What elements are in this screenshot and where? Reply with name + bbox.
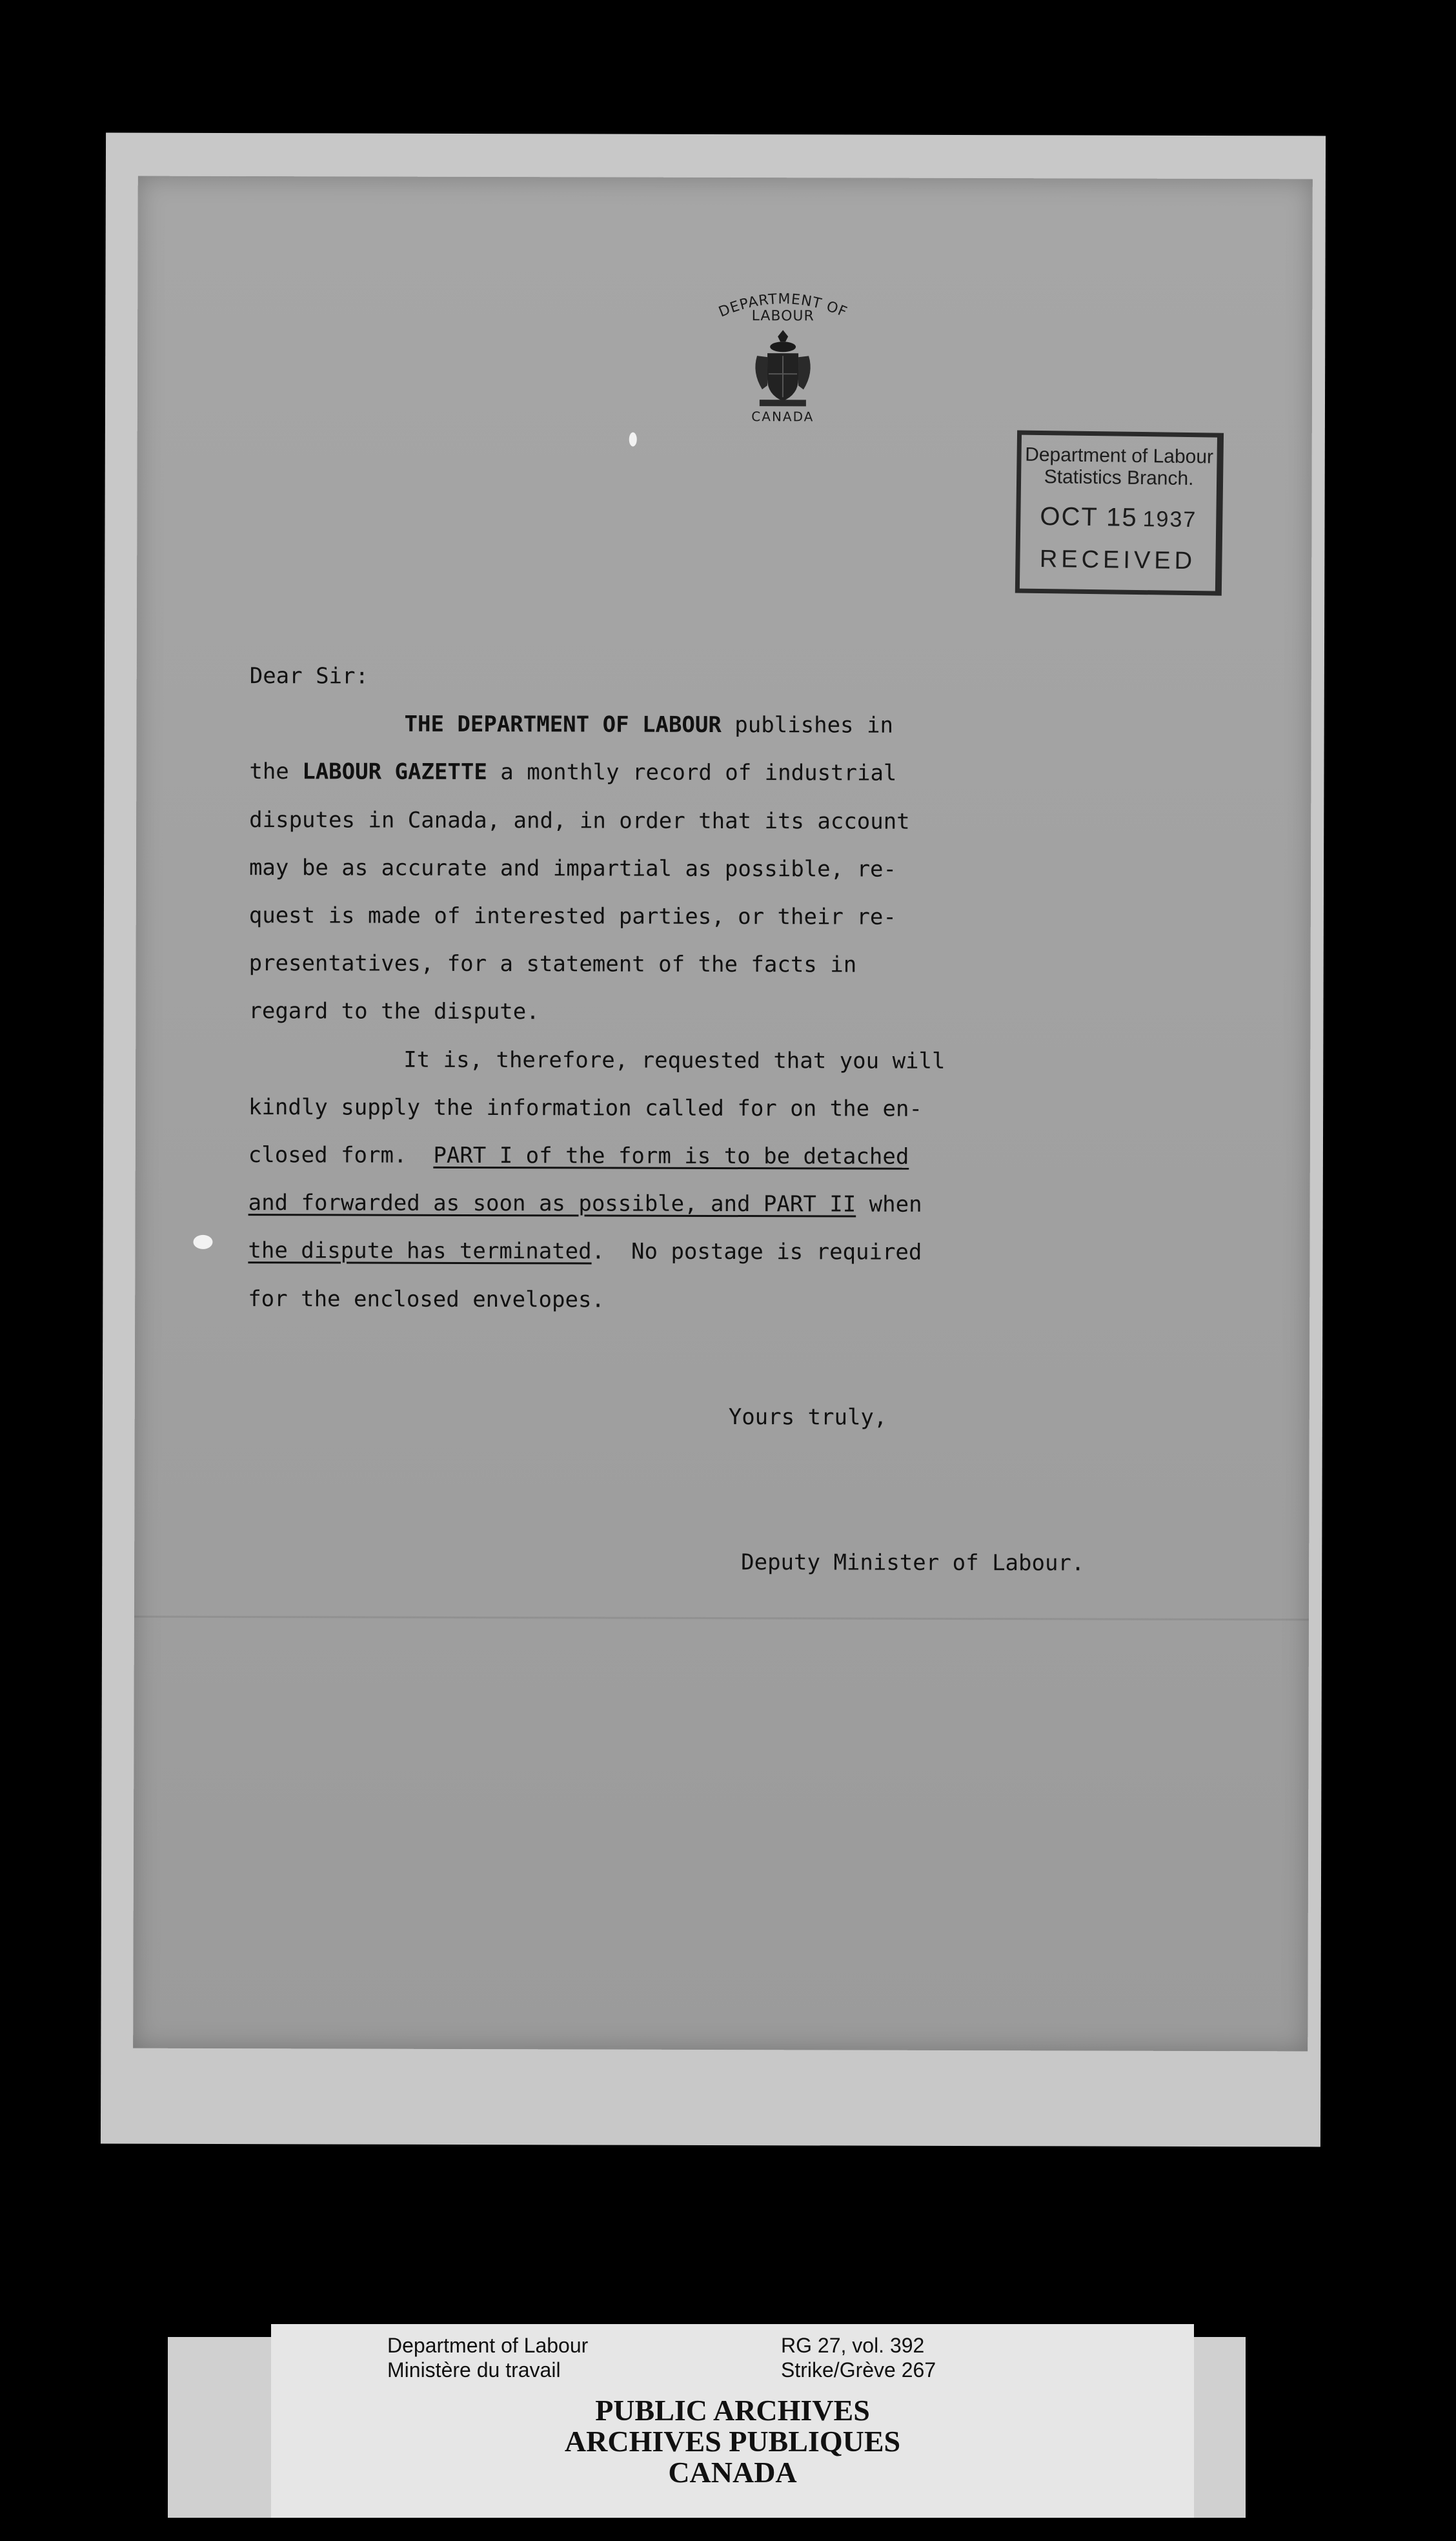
archive-ref: RG 27, vol. 392 bbox=[781, 2334, 925, 2357]
archive-dept-en: Department of Labour bbox=[387, 2334, 589, 2357]
dispute-terminated-text: the dispute has terminated bbox=[248, 1238, 592, 1265]
department-lead: THE DEPARTMENT OF LABOUR bbox=[404, 711, 722, 739]
archive-title-en: PUBLIC ARCHIVES bbox=[595, 2394, 870, 2427]
coat-of-arms-icon bbox=[751, 327, 815, 411]
paragraph-1-line-2 bbox=[249, 748, 1011, 797]
dust-speck bbox=[193, 1235, 212, 1249]
letterhead-country: CANADA bbox=[751, 409, 814, 425]
paragraph-1-line-1 bbox=[249, 700, 1011, 750]
letter-page bbox=[133, 176, 1313, 2052]
paragraph-1-line-3: disputes in Canada, and, in order that its account bbox=[249, 806, 910, 835]
stamp-status: RECEIVED bbox=[1039, 545, 1197, 575]
paragraph-1-line-2-start: the bbox=[249, 759, 303, 785]
paragraph-2-line-4-rest: when bbox=[856, 1191, 922, 1218]
signature-title: Deputy Minister of Labour. bbox=[741, 1549, 1085, 1577]
paragraph-2-line-4 bbox=[248, 1179, 1010, 1229]
paragraph-1-line-4: may be as accurate and impartial as possible, re- bbox=[248, 854, 897, 883]
paragraph-2-line-3-start: closed form. bbox=[248, 1142, 434, 1168]
archive-row-2 bbox=[387, 2358, 1071, 2382]
paragraph-2-line-5-rest: . No postage is required bbox=[591, 1238, 922, 1266]
paragraph-1-line-5: quest is made of interested parties, or their re- bbox=[248, 903, 896, 930]
archive-country: CANADA bbox=[668, 2456, 797, 2489]
archive-strike: Strike/Grève 267 bbox=[781, 2358, 936, 2382]
stamp-date bbox=[1020, 502, 1217, 534]
archive-reference-table bbox=[387, 2333, 1071, 2382]
part-ii-instruction: and forwarded as soon as possible, and PART II bbox=[248, 1190, 856, 1218]
paragraph-2-line-3 bbox=[248, 1131, 1010, 1181]
stamp-department: Department of Labour bbox=[1024, 444, 1214, 468]
stamp-branch: Statistics Branch. bbox=[1044, 466, 1194, 490]
label-tab-left bbox=[168, 2337, 271, 2518]
part-i-instruction: PART I of the form is to be detached bbox=[433, 1142, 909, 1170]
department-name: LABOUR bbox=[751, 308, 814, 325]
dust-speck bbox=[629, 433, 637, 447]
gazette-name: LABOUR GAZETTE bbox=[302, 759, 487, 786]
archive-label bbox=[271, 2324, 1194, 2518]
paragraph-1-line-1-rest: publishes in bbox=[721, 712, 894, 739]
paragraph-1-line-2-rest: a monthly record of industrial bbox=[487, 759, 897, 787]
closing: Yours truly, bbox=[728, 1404, 887, 1431]
archive-dept-fr: Ministère du travail bbox=[387, 2358, 561, 2382]
archive-title bbox=[271, 2395, 1194, 2488]
paragraph-2-line-1: It is, therefore, requested that you will bbox=[403, 1046, 945, 1074]
paragraph-2-line-2: kindly supply the information called for on the en- bbox=[248, 1094, 923, 1122]
paragraph-2-line-5 bbox=[248, 1227, 1009, 1277]
archive-title-fr: ARCHIVES PUBLIQUES bbox=[564, 2425, 901, 2458]
salutation: Dear Sir: bbox=[249, 663, 369, 689]
paragraph-1-line-7: regard to the dispute. bbox=[248, 998, 540, 1025]
letter-body bbox=[248, 652, 1011, 1325]
archive-row-1 bbox=[387, 2333, 1071, 2358]
fold-line bbox=[134, 1616, 1309, 1621]
paragraph-2-line-6: for the enclosed envelopes. bbox=[248, 1285, 605, 1313]
stamp-year: 1937 bbox=[1142, 507, 1197, 533]
letterhead bbox=[667, 268, 900, 424]
paragraph-1-line-6: presentatives, for a statement of the facts in bbox=[248, 950, 857, 978]
label-tab-right bbox=[1194, 2337, 1246, 2518]
department-arc-label: DEPARTMENT OF bbox=[716, 291, 850, 321]
stamp-day: OCT 15 bbox=[1040, 502, 1138, 532]
received-stamp bbox=[1015, 431, 1224, 596]
